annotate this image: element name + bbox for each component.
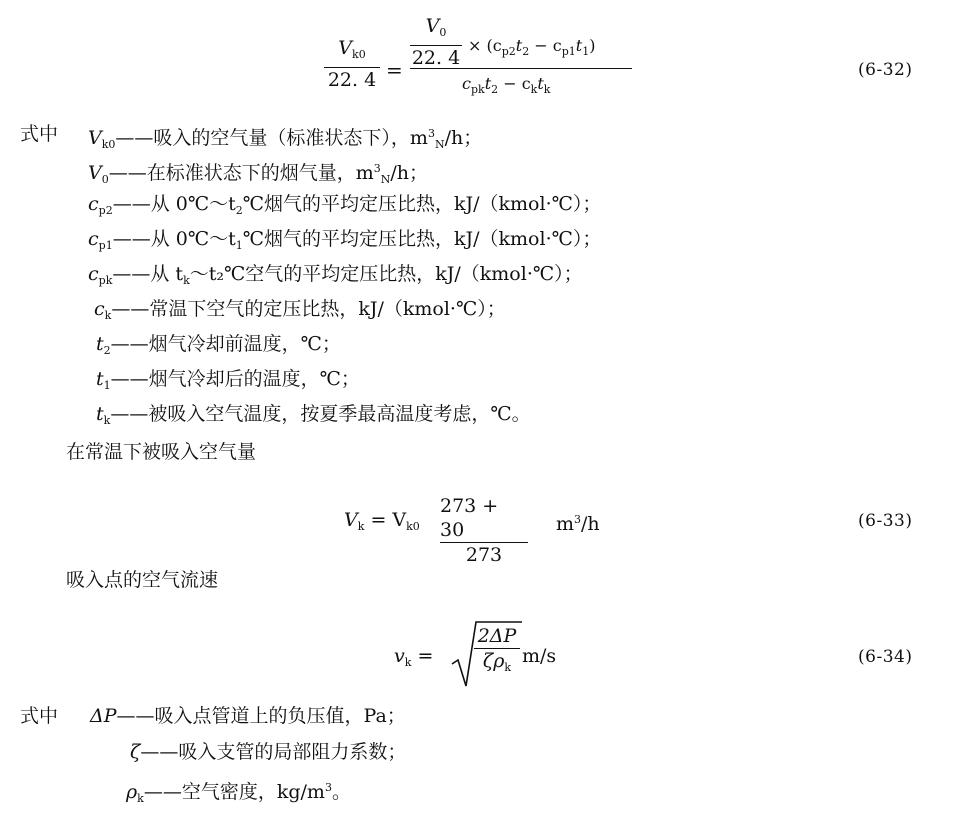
definition-item: $t_1——$烟气冷却后的温度，℃；	[96, 368, 360, 392]
main-fraction-bar	[410, 68, 632, 69]
where-label: 式中	[20, 123, 59, 145]
equation-number: (6-33)	[858, 511, 913, 531]
definition-item: $c_k——$常温下空气的定压比热，kJ/（kmol·℃）；	[94, 298, 506, 322]
definition-item: $c_{p1}——$从 $0℃\sim t_1℃$烟气的平均定压比热，kJ/（kmol·℃）；	[88, 228, 602, 252]
lhs: $V_k = V_{k0}$	[344, 509, 420, 533]
unit: m/s	[522, 645, 557, 667]
definition-item: $V_0——$在标准状态下的烟气量，$m^3_N/h$；	[88, 162, 429, 186]
definition-item: $c_{p2}——$从 $0℃\sim t_2℃$烟气的平均定压比热，kJ/（kmol·℃）；	[88, 193, 602, 217]
inner-fraction: $V_0$ 22. 4	[411, 15, 461, 69]
equals-sign: =	[386, 58, 403, 82]
paragraph-intake-air: 在常温下被吸入空气量	[66, 441, 257, 463]
equation-number: (6-32)	[858, 60, 913, 80]
equation-number: (6-34)	[858, 647, 913, 667]
where-label: 式中	[20, 705, 59, 727]
definition-item: ζ——吸入支管的局部阻力系数；	[130, 741, 407, 763]
definition-item: $V_{k0}——$吸入的空气量（标准状态下），$m^3_N/h$；	[88, 127, 483, 151]
unit: $m^3/h$	[556, 513, 600, 535]
definition-item: $t_k——$被吸入空气温度，按夏季最高温度考虑，℃。	[96, 403, 531, 427]
paragraph-air-velocity: 吸入点的空气流速	[66, 569, 219, 591]
denominator-expression: $c_{pk}t_2 - c_kt_k$	[462, 74, 551, 96]
definition-item: $c_{pk}——$从 $t_k\sim t_2℃$空气的平均定压比热，kJ/（kmol·℃）；	[88, 263, 583, 287]
definition-item: $\rho_k——$空气密度，$kg/m^3$。	[126, 781, 351, 805]
rhs-fraction	[410, 14, 632, 94]
radicand-fraction: 2ΔP $\zeta\rho_k$	[474, 624, 520, 680]
definition-item: ΔP——吸入点管道上的负压值，Pa；	[90, 705, 406, 727]
temperature-ratio: 273 + 30 273	[440, 494, 528, 567]
definition-item: $t_2——$烟气冷却前温度，℃；	[96, 333, 341, 357]
numerator-expression: × $(c_{p2}t_2 - c_{p1}t_1)$	[468, 36, 596, 58]
lhs-fraction: $V_{k0}$ 22. 4	[324, 36, 380, 92]
lhs: $v_k$ =	[394, 645, 434, 669]
